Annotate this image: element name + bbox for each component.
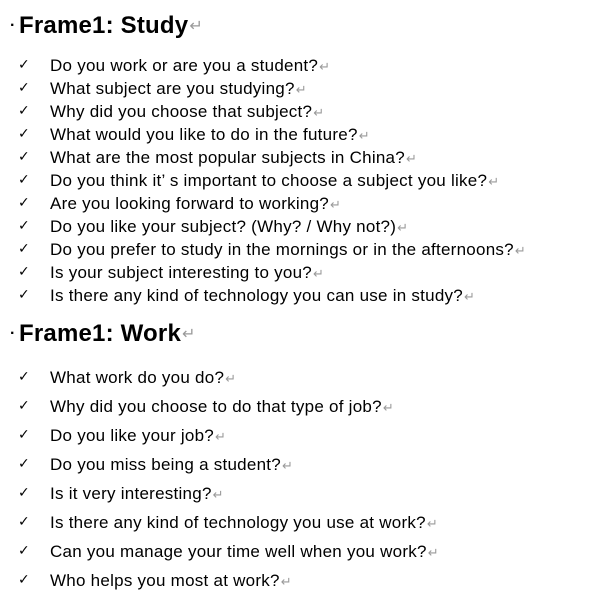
- paragraph-mark-icon: ↵: [405, 151, 417, 166]
- checkmark-icon: ✓: [18, 80, 30, 96]
- question-text: Do you work or are you a student?: [50, 56, 319, 75]
- paragraph-mark-icon: ↵: [280, 574, 292, 589]
- checkmark-icon: ✓: [18, 103, 30, 119]
- checkmark-icon: ✓: [18, 398, 30, 414]
- question-text: What work do you do?: [50, 368, 225, 387]
- question-text: Why did you choose to do that type of job?: [50, 397, 382, 416]
- question-line: [50, 395, 394, 419]
- paragraph-mark-icon: ↵: [358, 128, 370, 143]
- checkmark-icon: ✓: [18, 172, 30, 188]
- paragraph-mark-icon: ↵: [189, 18, 203, 35]
- checkmark-icon: ✓: [18, 456, 30, 472]
- question-text: What would you like to do in the future?: [50, 125, 358, 144]
- question-text: Do you think it’ s important to choose a subject you like?: [50, 171, 488, 190]
- checkmark-icon: ✓: [18, 57, 30, 73]
- question-line: [50, 123, 370, 147]
- question-text: Is there any kind of technology you use at work?: [50, 513, 426, 532]
- checkmark-icon: ✓: [18, 241, 30, 257]
- paragraph-mark-icon: ↵: [514, 243, 526, 258]
- question-line: [50, 146, 417, 170]
- checkmark-icon: ✓: [18, 218, 30, 234]
- paragraph-mark-icon: ↵: [464, 289, 475, 304]
- paragraph-mark-icon: ↵: [313, 266, 324, 281]
- paragraph-mark-icon: ↵: [295, 82, 307, 97]
- question-line: [50, 511, 438, 535]
- work-section-heading: [10, 320, 195, 348]
- paragraph-mark-icon: ↵: [225, 371, 237, 386]
- study-heading-text: Frame1: Study: [19, 12, 189, 39]
- question-line: [50, 169, 499, 193]
- question-text: Is there any kind of technology you can use in study?: [50, 286, 463, 305]
- question-text: Are you looking forward to working?: [50, 194, 329, 213]
- paragraph-mark-icon: ↵: [182, 326, 196, 343]
- question-line: [50, 238, 526, 262]
- checkmark-icon: ✓: [18, 287, 30, 303]
- question-line: [50, 54, 330, 78]
- question-text: Do you like your job?: [50, 426, 215, 445]
- question-text: What subject are you studying?: [50, 79, 295, 98]
- checkmark-icon: ✓: [18, 369, 30, 385]
- question-text: Do you prefer to study in the mornings or in the afternoons?: [50, 240, 514, 259]
- paragraph-mark-icon: ↵: [427, 545, 439, 560]
- paragraph-mark-icon: ↵: [313, 105, 325, 120]
- paragraph-mark-icon: ↵: [397, 220, 409, 235]
- paragraph-mark-icon: ↵: [281, 458, 293, 473]
- checkmark-icon: ✓: [18, 126, 30, 142]
- question-line: [50, 261, 324, 285]
- question-text: Do you like your subject? (Why? / Why not?): [50, 217, 397, 236]
- question-text: Can you manage your time well when you work?: [50, 542, 427, 561]
- question-text: What are the most popular subjects in China?: [50, 148, 405, 167]
- question-text: Why did you choose that subject?: [50, 102, 313, 121]
- question-line: [50, 424, 226, 448]
- question-line: [50, 284, 475, 308]
- checkmark-icon: ✓: [18, 264, 30, 280]
- paragraph-mark-icon: ↵: [212, 487, 224, 502]
- paragraph-mark-icon: ↵: [382, 400, 394, 415]
- question-line: [50, 569, 292, 593]
- question-text: Who helps you most at work?: [50, 571, 280, 590]
- question-text: Is your subject interesting to you?: [50, 263, 312, 282]
- question-line: [50, 215, 408, 239]
- study-section-heading: [10, 12, 203, 40]
- heading-bullet: ·: [10, 325, 16, 342]
- checkmark-icon: ✓: [18, 485, 30, 501]
- checkmark-icon: ✓: [18, 149, 30, 165]
- checkmark-icon: ✓: [18, 514, 30, 530]
- paragraph-mark-icon: ↵: [426, 516, 438, 531]
- question-text: Is it very interesting?: [50, 484, 212, 503]
- question-line: [50, 482, 224, 506]
- question-text: Do you miss being a student?: [50, 455, 281, 474]
- checkmark-icon: ✓: [18, 427, 30, 443]
- checkmark-icon: ✓: [18, 195, 30, 211]
- question-line: [50, 540, 439, 564]
- question-line: [50, 77, 307, 101]
- paragraph-mark-icon: ↵: [319, 59, 331, 74]
- checkmark-icon: ✓: [18, 572, 30, 588]
- paragraph-mark-icon: ↵: [488, 174, 500, 189]
- heading-bullet: ·: [10, 17, 16, 34]
- checkmark-icon: ✓: [18, 543, 30, 559]
- question-line: [50, 366, 236, 390]
- paragraph-mark-icon: ↵: [330, 197, 341, 212]
- question-line: [50, 453, 293, 477]
- question-line: [50, 100, 324, 124]
- question-line: [50, 192, 341, 216]
- work-heading-text: Frame1: Work: [19, 320, 182, 347]
- paragraph-mark-icon: ↵: [215, 429, 226, 444]
